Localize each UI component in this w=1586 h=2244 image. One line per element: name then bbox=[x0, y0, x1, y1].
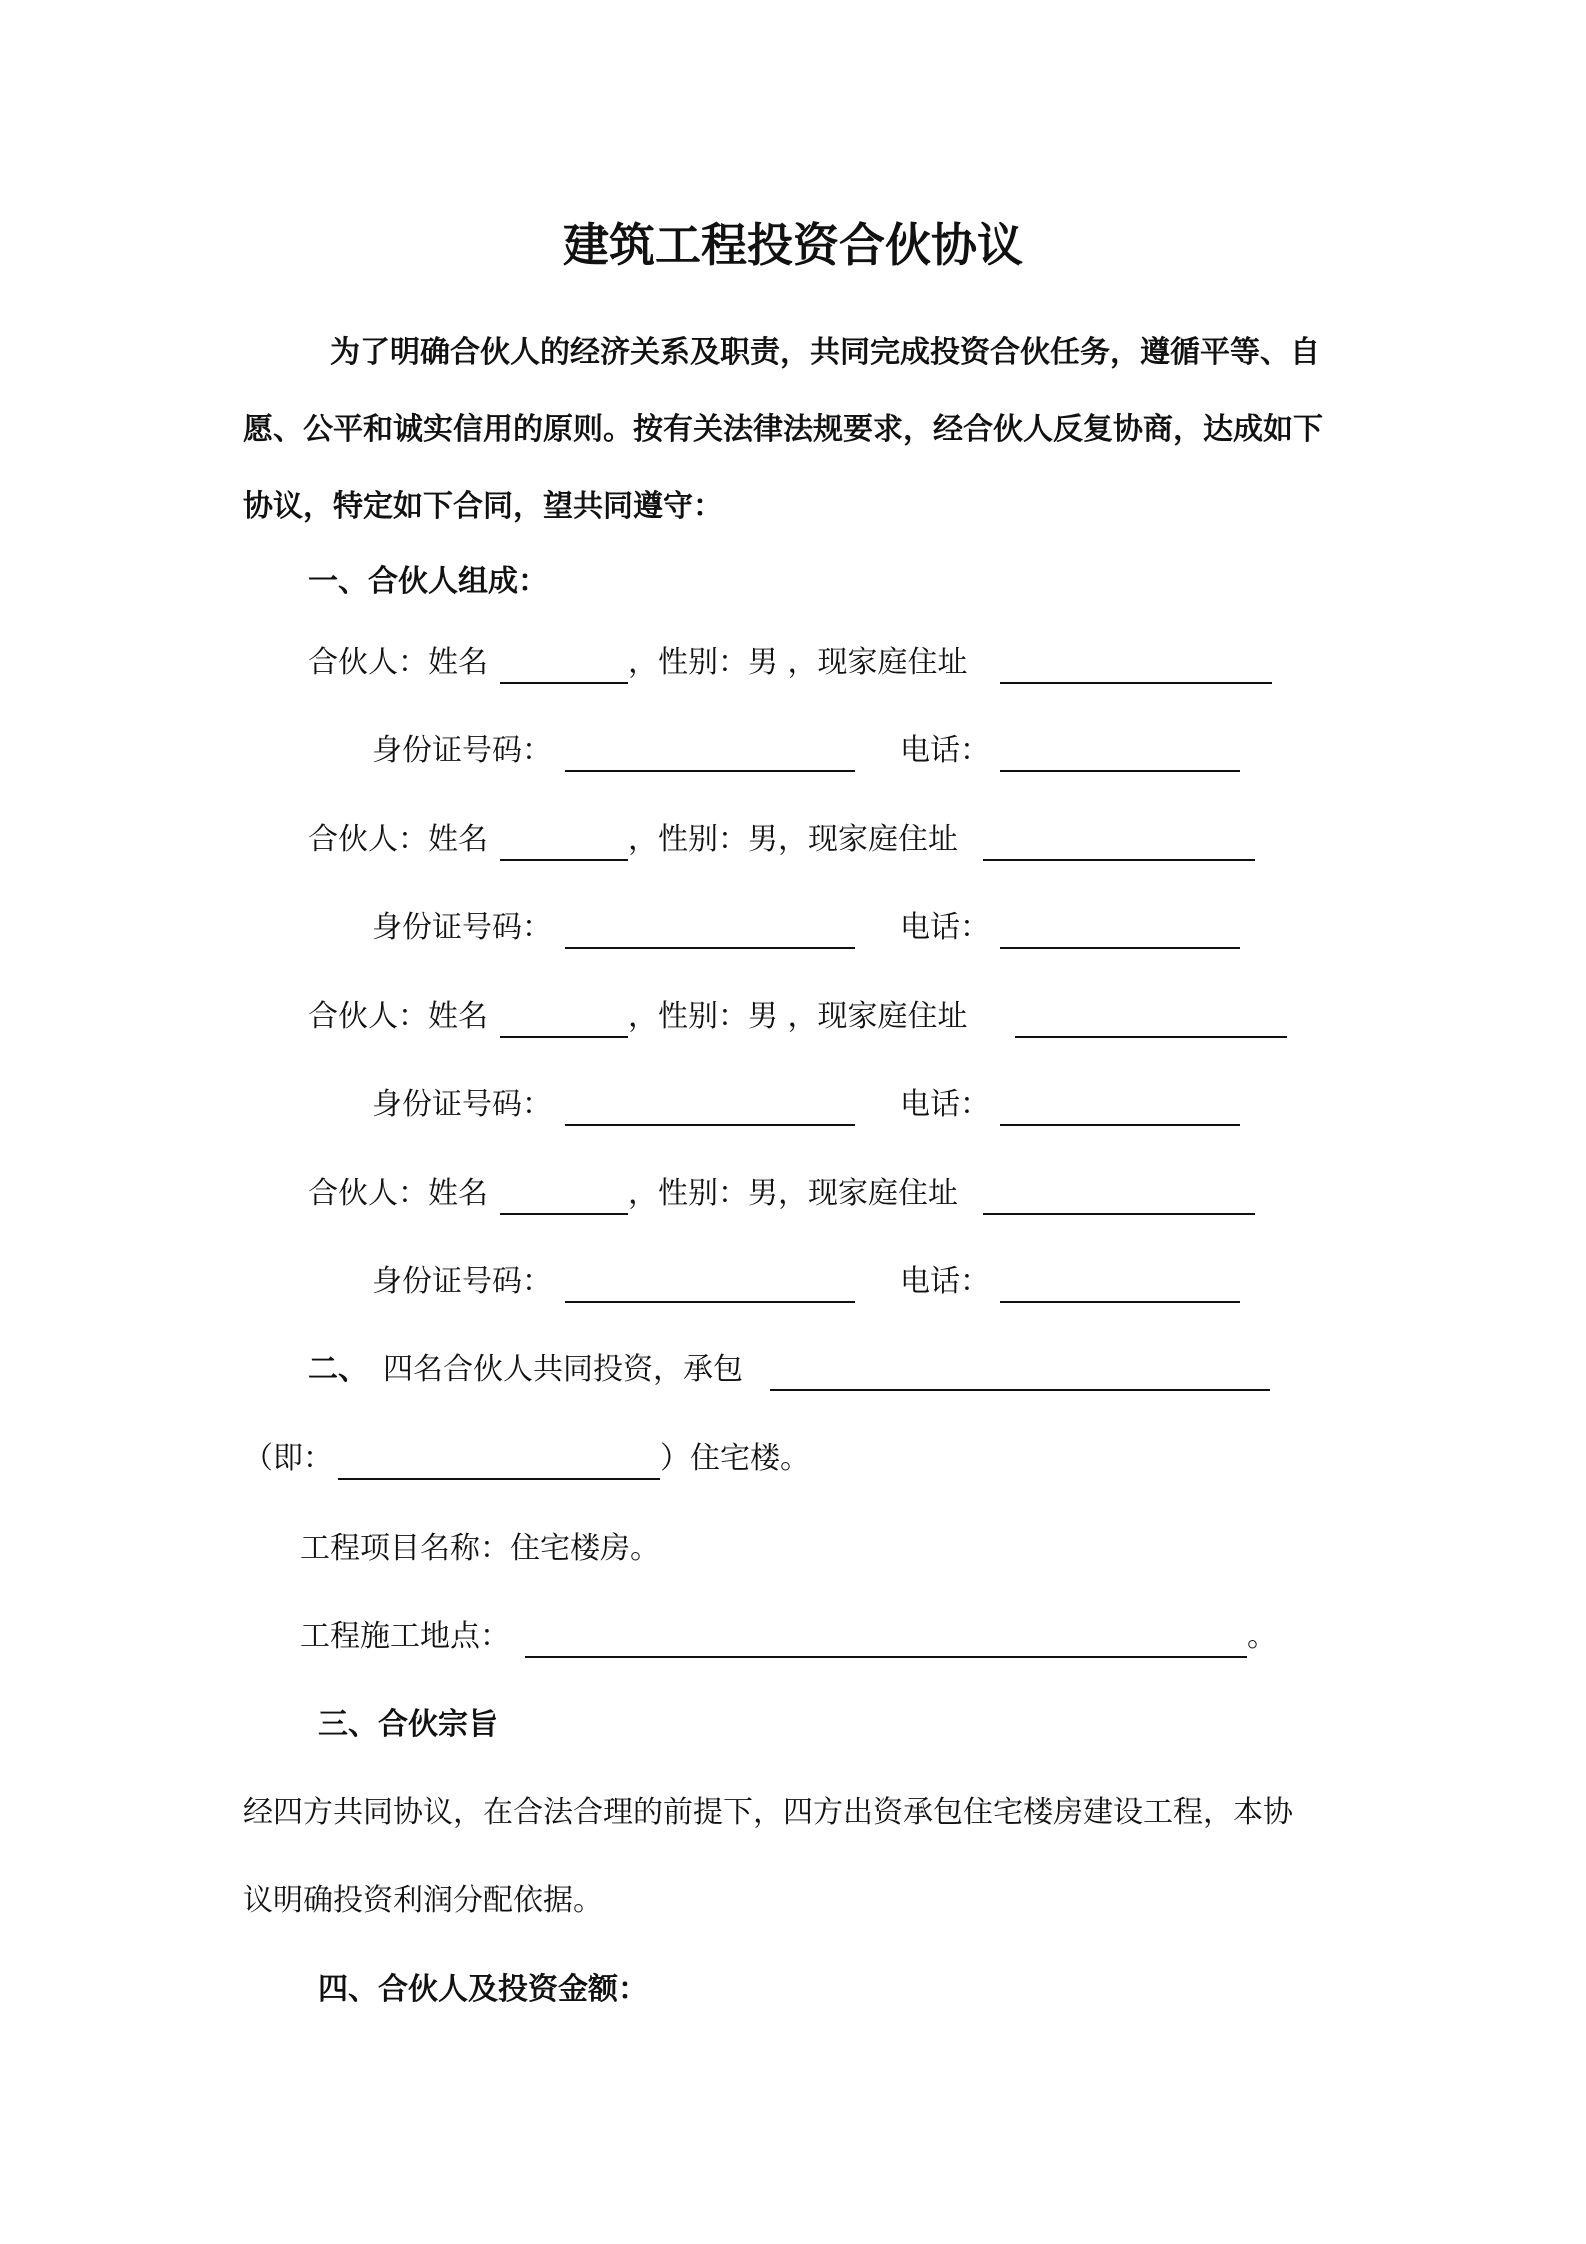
contract-blank[interactable] bbox=[770, 1389, 1270, 1391]
building-blank[interactable] bbox=[338, 1478, 660, 1480]
section-3-line-2: 议明确投资利润分配依据。 bbox=[243, 1883, 603, 1918]
partner-3-phone-blank[interactable] bbox=[1000, 1124, 1240, 1126]
project-name: 工程项目名称：住宅楼房。 bbox=[300, 1531, 660, 1566]
partner-2-phone-label: 电话： bbox=[900, 910, 990, 945]
partner-1-name-label: 合伙人：姓名 bbox=[308, 645, 488, 680]
partner-2-id-label: 身份证号码： bbox=[372, 910, 552, 945]
section-2-text: 四名合伙人共同投资，承包 bbox=[383, 1352, 743, 1387]
partner-2-name-blank[interactable] bbox=[500, 859, 628, 861]
partner-1-id-blank[interactable] bbox=[565, 770, 855, 772]
intro-line-1: 为了明确合伙人的经济关系及职责，共同完成投资合伙任务，遵循平等、自 bbox=[330, 335, 1320, 370]
partner-1-name-blank[interactable] bbox=[500, 682, 628, 684]
partner-2-address-blank[interactable] bbox=[983, 859, 1255, 861]
partner-3-name-blank[interactable] bbox=[500, 1036, 628, 1038]
site-blank[interactable] bbox=[525, 1656, 1247, 1658]
section-2-paren-close: ）住宅楼。 bbox=[660, 1441, 810, 1476]
partner-3-gender-label: ，性别：男 ，现家庭住址 bbox=[628, 999, 968, 1034]
partner-3-address-blank[interactable] bbox=[1015, 1036, 1287, 1038]
partner-4-phone-blank[interactable] bbox=[1000, 1301, 1240, 1303]
partner-3-name-label: 合伙人：姓名 bbox=[308, 999, 488, 1034]
partner-4-id-label: 身份证号码： bbox=[372, 1264, 552, 1299]
partner-1-gender-label: ，性别：男 ，现家庭住址 bbox=[628, 645, 968, 680]
partner-2-id-blank[interactable] bbox=[565, 947, 855, 949]
partner-4-name-blank[interactable] bbox=[500, 1213, 628, 1215]
partner-1-id-label: 身份证号码： bbox=[372, 733, 552, 768]
partner-1-phone-label: 电话： bbox=[900, 733, 990, 768]
partner-4-gender-label: ，性别：男，现家庭住址 bbox=[628, 1176, 958, 1211]
partner-1-phone-blank[interactable] bbox=[1000, 770, 1240, 772]
intro-line-2: 愿、公平和诚实信用的原则。按有关法律法规要求，经合伙人反复协商，达成如下 bbox=[243, 412, 1323, 447]
partner-2-name-label: 合伙人：姓名 bbox=[308, 822, 488, 857]
partner-1-address-blank[interactable] bbox=[1000, 682, 1272, 684]
section-2-paren-open: （即： bbox=[243, 1441, 333, 1476]
partner-2-gender-label: ，性别：男，现家庭住址 bbox=[628, 822, 958, 857]
section-2-heading: 二、 bbox=[308, 1352, 368, 1387]
partner-4-address-blank[interactable] bbox=[983, 1213, 1255, 1215]
site-label: 工程施工地点： bbox=[300, 1619, 510, 1654]
partner-4-name-label: 合伙人：姓名 bbox=[308, 1176, 488, 1211]
partner-3-phone-label: 电话： bbox=[900, 1087, 990, 1122]
document-title: 建筑工程投资合伙协议 bbox=[563, 218, 1023, 272]
partner-2-phone-blank[interactable] bbox=[1000, 947, 1240, 949]
section-1-heading: 一、合伙人组成： bbox=[308, 564, 548, 599]
site-end: 。 bbox=[1247, 1619, 1277, 1654]
section-3-heading: 三、合伙宗旨 bbox=[318, 1707, 498, 1742]
partner-3-id-label: 身份证号码： bbox=[372, 1087, 552, 1122]
partner-4-id-blank[interactable] bbox=[565, 1301, 855, 1303]
section-4-heading: 四、合伙人及投资金额： bbox=[318, 1972, 648, 2007]
section-3-line-1: 经四方共同协议，在合法合理的前提下，四方出资承包住宅楼房建设工程，本协 bbox=[243, 1795, 1293, 1830]
partner-3-id-blank[interactable] bbox=[565, 1124, 855, 1126]
intro-line-3: 协议，特定如下合同，望共同遵守： bbox=[243, 489, 723, 524]
partner-4-phone-label: 电话： bbox=[900, 1264, 990, 1299]
